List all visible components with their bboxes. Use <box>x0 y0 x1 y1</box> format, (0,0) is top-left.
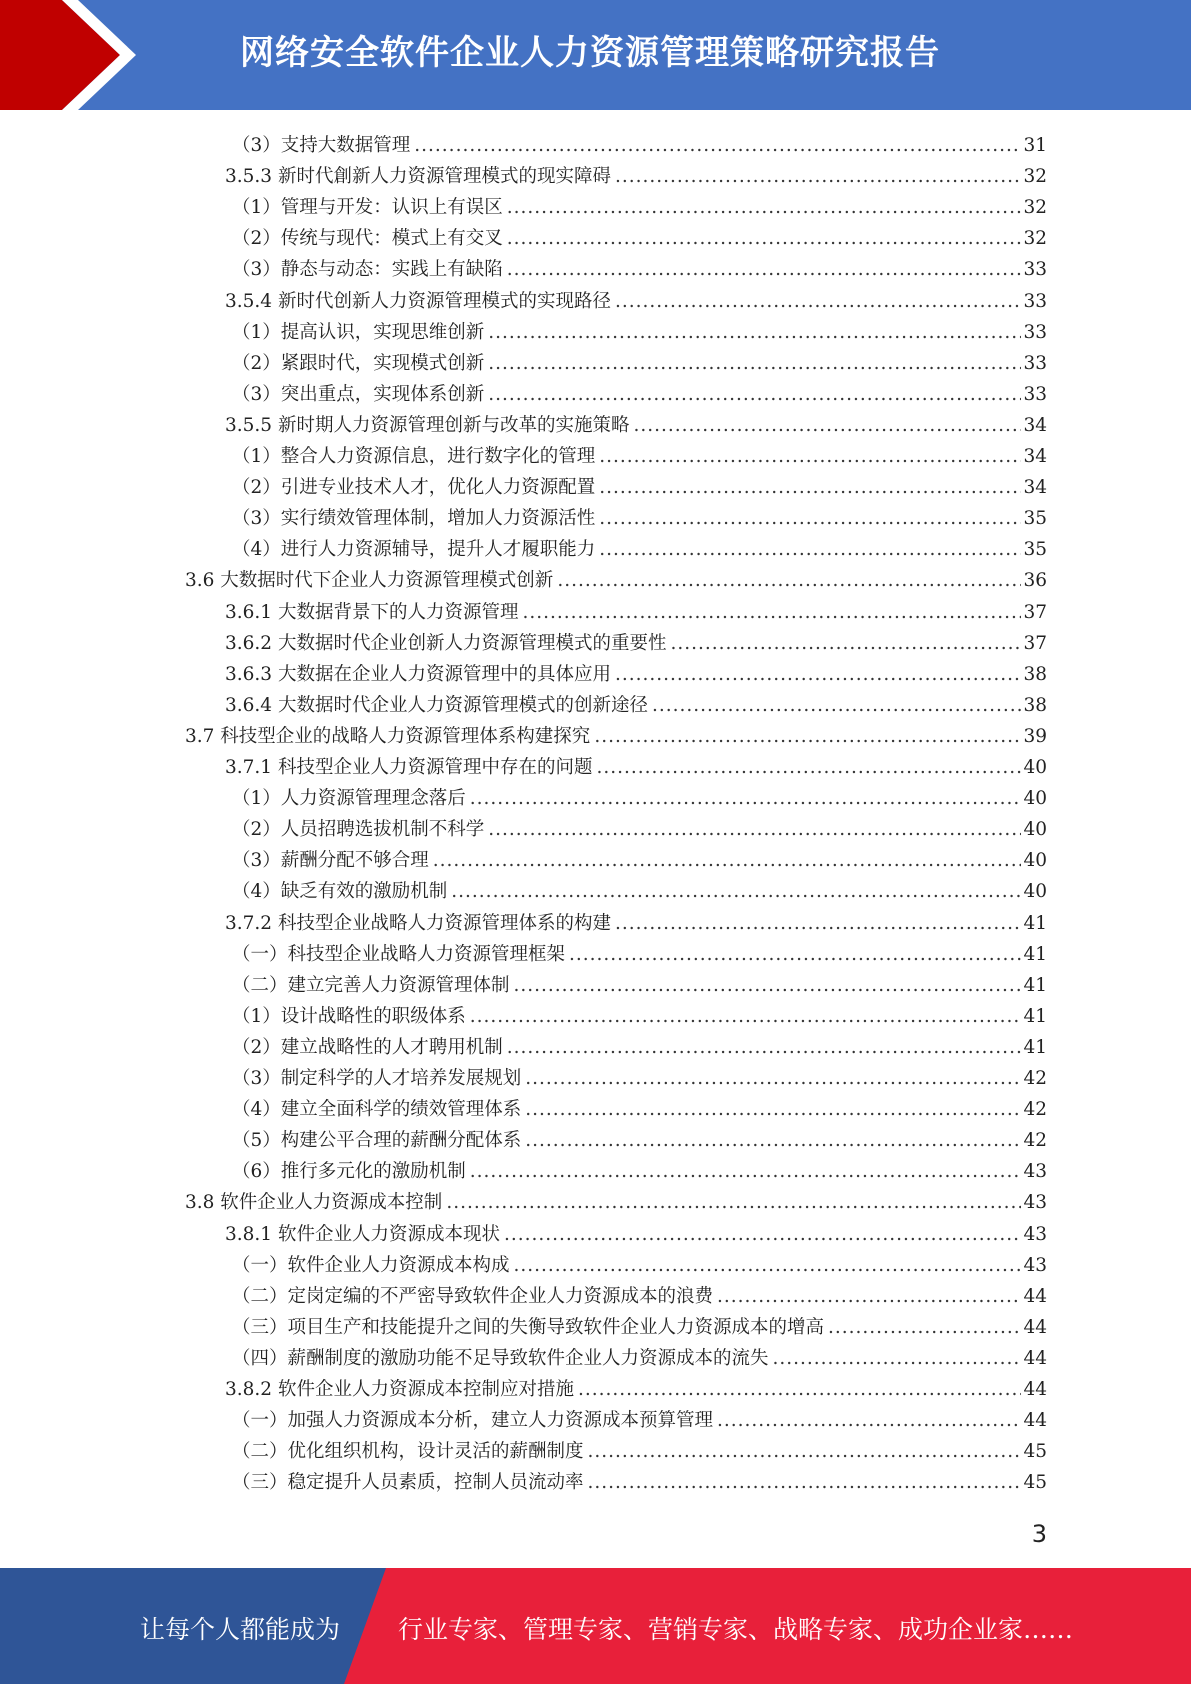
toc-entry-title: 3.8 软件企业人力资源成本控制 <box>185 1192 443 1214</box>
toc-entry-page: 44 <box>1023 1410 1047 1432</box>
toc-entry[interactable] <box>232 1092 1047 1123</box>
toc-entry-title: （1）提高认识，实现思维创新 <box>232 321 485 343</box>
toc-dot-leader <box>507 257 1022 283</box>
toc-entry-page: 44 <box>1023 1379 1047 1400</box>
toc-entry-page: 43 <box>1023 1161 1047 1183</box>
toc-entry-page: 42 <box>1023 1068 1047 1089</box>
toc-entry[interactable] <box>232 1030 1047 1061</box>
toc-entry[interactable] <box>232 1248 1047 1279</box>
toc-dot-leader <box>652 693 1021 719</box>
toc-entry-page: 40 <box>1023 819 1047 841</box>
toc-entry-page: 45 <box>1023 1472 1047 1494</box>
toc-dot-leader <box>717 1408 1021 1434</box>
toc-entry-page: 40 <box>1023 881 1047 903</box>
toc-entry[interactable] <box>232 315 1047 346</box>
toc-entry-title: （3）突出重点，实现体系创新 <box>232 383 485 405</box>
toc-entry-title: 3.7.1 科技型企业人力资源管理中存在的问题 <box>225 757 593 778</box>
toc-entry-title: 3.6.4 大数据时代企业人力资源管理模式的创新途径 <box>225 694 648 716</box>
toc-entry[interactable] <box>225 595 1047 626</box>
toc-entry-page: 36 <box>1023 570 1047 592</box>
toc-dot-leader <box>599 537 1021 563</box>
toc-dot-leader <box>828 1315 1021 1341</box>
toc-entry-page: 40 <box>1023 850 1047 872</box>
toc-dot-leader <box>670 631 1021 657</box>
toc-entry-page: 33 <box>1023 290 1047 312</box>
toc-entry[interactable] <box>225 1217 1047 1248</box>
toc-entry-title: （4）缺乏有效的激励机制 <box>232 881 448 903</box>
toc-dot-leader <box>488 817 1021 843</box>
toc-entry-title: （一）科技型企业战略人力资源管理框架 <box>232 943 566 965</box>
toc-entry-page: 35 <box>1023 508 1047 530</box>
toc-entry-page: 42 <box>1023 1099 1047 1121</box>
toc-entry-title: （3）实行绩效管理体制，增加人力资源活性 <box>232 508 596 530</box>
toc-entry[interactable] <box>232 937 1047 968</box>
toc-entry-page: 44 <box>1023 1285 1047 1307</box>
toc-entry-title: （2）传统与现代：模式上有交叉 <box>232 228 503 250</box>
toc-entry-page: 33 <box>1023 383 1047 405</box>
toc-entry[interactable] <box>232 1465 1047 1496</box>
toc-dot-leader <box>522 600 1021 626</box>
toc-entry-title: （一）加强人力资源成本分析，建立人力资源成本预算管理 <box>232 1410 714 1432</box>
toc-entry[interactable] <box>185 719 1047 750</box>
toc-dot-leader <box>507 226 1022 252</box>
toc-entry-title: （5）构建公平合理的薪酬分配体系 <box>232 1130 522 1152</box>
toc-entry-page: 35 <box>1023 539 1047 561</box>
footer-slogan-left: 让每个人都能成为 <box>140 1615 341 1644</box>
toc-entry[interactable] <box>225 688 1047 719</box>
toc-dot-leader <box>578 1377 1021 1403</box>
toc-entry[interactable] <box>225 906 1047 937</box>
toc-entry-page: 41 <box>1023 1005 1047 1027</box>
footer-slogan-right: 行业专家、管理专家、营销专家、战略专家、成功企业家…… <box>398 1615 1074 1644</box>
toc-entry-title: （2）人员招聘选拔机制不科学 <box>232 819 485 841</box>
toc-dot-leader <box>615 911 1021 937</box>
toc-entry-title: 3.8.2 软件企业人力资源成本控制应对措施 <box>225 1379 574 1400</box>
toc-dot-leader <box>773 1346 1022 1372</box>
toc-entry-page: 33 <box>1023 321 1047 343</box>
toc-entry-title: （三）项目生产和技能提升之间的失衡导致软件企业人力资源成本的增高 <box>232 1316 825 1338</box>
toc-entry[interactable] <box>185 1185 1047 1216</box>
toc-dot-leader <box>525 1097 1021 1123</box>
toc-dot-leader <box>514 973 1022 999</box>
toc-entry[interactable] <box>232 377 1047 408</box>
toc-entry[interactable] <box>232 346 1047 377</box>
toc-entry[interactable] <box>225 657 1047 688</box>
toc-entry[interactable] <box>232 128 1047 159</box>
toc-dot-leader <box>588 1439 1022 1465</box>
toc-entry-page: 43 <box>1023 1254 1047 1276</box>
toc-dot-leader <box>594 724 1021 750</box>
toc-dot-leader <box>470 1004 1022 1030</box>
toc-dot-leader <box>470 786 1022 812</box>
toc-entry[interactable] <box>232 1434 1047 1465</box>
toc-entry-page: 34 <box>1023 414 1047 436</box>
toc-entry-page: 34 <box>1023 477 1047 499</box>
toc-entry-title: （1）人力资源管理理念落后 <box>232 788 466 810</box>
toc-entry[interactable] <box>232 221 1047 252</box>
toc-entry-page: 37 <box>1023 632 1047 654</box>
toc-entry[interactable] <box>232 874 1047 905</box>
toc-entry-page: 33 <box>1023 259 1047 281</box>
toc-dot-leader <box>596 755 1021 781</box>
toc-entry[interactable] <box>232 1279 1047 1310</box>
toc-entry[interactable] <box>225 750 1047 781</box>
toc-entry-title: （二）优化组织机构，设计灵活的薪酬制度 <box>232 1441 584 1463</box>
toc-dot-leader <box>446 1190 1021 1216</box>
toc-entry-page: 32 <box>1023 228 1047 250</box>
toc-dot-leader <box>433 848 1022 874</box>
toc-entry-title: （3）制定科学的人才培养发展规划 <box>232 1068 522 1089</box>
toc-entry-title: （1）设计战略性的职级体系 <box>232 1005 466 1027</box>
toc-entry-title: （1）管理与开发：认识上有误区 <box>232 197 503 219</box>
toc-dot-leader <box>507 195 1022 221</box>
toc-dot-leader <box>599 475 1021 501</box>
toc-entry-title: （3）静态与动态：实践上有缺陷 <box>232 259 503 281</box>
toc-entry-page: 39 <box>1023 725 1047 747</box>
toc-entry-title: 3.6.2 大数据时代企业创新人力资源管理模式的重要性 <box>225 632 667 654</box>
toc-entry[interactable] <box>232 1123 1047 1154</box>
header-banner <box>0 0 1191 110</box>
toc-entry-title: 3.6 大数据时代下企业人力资源管理模式创新 <box>185 570 554 592</box>
toc-entry[interactable] <box>232 501 1047 532</box>
toc-entry-page: 31 <box>1023 135 1047 156</box>
toc-entry[interactable] <box>232 470 1047 501</box>
toc-dot-leader <box>599 444 1021 470</box>
toc-entry-page: 45 <box>1023 1441 1047 1463</box>
toc-entry-title: （4）进行人力资源辅导，提升人才履职能力 <box>232 539 596 561</box>
toc-dot-leader <box>451 879 1021 905</box>
toc-entry-page: 33 <box>1023 352 1047 374</box>
toc-dot-leader <box>615 662 1021 688</box>
toc-entry-page: 41 <box>1023 1036 1047 1058</box>
page-number: 3 <box>1031 1520 1047 1548</box>
toc-entry-page: 40 <box>1023 788 1047 810</box>
toc-entry[interactable] <box>232 968 1047 999</box>
toc-entry[interactable] <box>232 532 1047 563</box>
toc-entry-page: 32 <box>1023 166 1047 188</box>
footer-banner <box>0 1568 1191 1684</box>
toc-entry[interactable] <box>232 781 1047 812</box>
toc-dot-leader <box>717 1284 1021 1310</box>
toc-dot-leader <box>525 1128 1021 1154</box>
toc-entry-title: （4）建立全面科学的绩效管理体系 <box>232 1099 522 1121</box>
toc-entry[interactable] <box>185 563 1047 594</box>
toc-entry-page: 34 <box>1023 446 1047 467</box>
toc-entry-title: （二）定岗定编的不严密导致软件企业人力资源成本的浪费 <box>232 1285 714 1307</box>
toc-entry-title: 3.5.5 新时期人力资源管理创新与改革的实施策略 <box>225 414 630 436</box>
toc-entry[interactable] <box>232 1403 1047 1434</box>
toc-dot-leader <box>488 320 1021 346</box>
toc-entry-page: 43 <box>1023 1192 1047 1214</box>
toc-entry-page: 41 <box>1023 974 1047 996</box>
toc-dot-leader <box>557 568 1021 594</box>
toc-entry-page: 43 <box>1023 1223 1047 1245</box>
toc-entry[interactable] <box>232 1061 1047 1092</box>
toc-entry-title: （四）薪酬制度的激励功能不足导致软件企业人力资源成本的流失 <box>232 1347 769 1369</box>
toc-entry-title: （3）薪酬分配不够合理 <box>232 850 429 872</box>
toc-entry[interactable] <box>232 812 1047 843</box>
toc-entry-page: 32 <box>1023 197 1047 219</box>
toc-dot-leader <box>525 1066 1021 1092</box>
toc-dot-leader <box>414 133 1021 159</box>
toc-entry-title: （三）稳定提升人员素质，控制人员流动率 <box>232 1472 584 1494</box>
toc-dot-leader <box>615 289 1021 315</box>
toc-entry[interactable] <box>225 284 1047 315</box>
toc-entry-title: （1）整合人力资源信息，进行数字化的管理 <box>232 446 596 467</box>
toc-entry[interactable] <box>225 408 1047 439</box>
toc-dot-leader <box>504 1222 1021 1248</box>
toc-dot-leader <box>633 413 1021 439</box>
toc-dot-leader <box>507 1035 1022 1061</box>
toc-entry-title: （二）建立完善人力资源管理体制 <box>232 974 510 996</box>
toc-dot-leader <box>615 164 1021 190</box>
toc-entry-title: 3.5.4 新时代创新人力资源管理模式的实现路径 <box>225 290 611 312</box>
document-title: 网络安全软件企业人力资源管理策略研究报告 <box>240 33 940 73</box>
toc-entry[interactable] <box>225 1372 1047 1403</box>
toc-entry-page: 37 <box>1023 601 1047 623</box>
toc-entry-title: （一）软件企业人力资源成本构成 <box>232 1254 510 1276</box>
toc-entry-page: 42 <box>1023 1130 1047 1152</box>
toc-entry-title: 3.7.2 科技型企业战略人力资源管理体系的构建 <box>225 912 611 934</box>
toc-entry-title: （2）紧跟时代，实现模式创新 <box>232 352 485 374</box>
toc-dot-leader <box>569 942 1021 968</box>
toc-entry-title: 3.6.1 大数据背景下的人力资源管理 <box>225 601 519 623</box>
toc-entry-title: 3.7 科技型企业的战略人力资源管理体系构建探究 <box>185 725 591 747</box>
toc-dot-leader <box>588 1470 1022 1496</box>
toc-entry-page: 40 <box>1023 757 1047 778</box>
toc-dot-leader <box>514 1253 1022 1279</box>
toc-dot-leader <box>488 351 1021 377</box>
toc-entry-page: 38 <box>1023 694 1047 716</box>
toc-dot-leader <box>488 382 1021 408</box>
toc-entry[interactable] <box>225 626 1047 657</box>
toc-entry[interactable] <box>232 190 1047 221</box>
toc-entry-title: （2）引进专业技术人才，优化人力资源配置 <box>232 477 596 499</box>
toc-entry[interactable] <box>232 843 1047 874</box>
toc-entry[interactable] <box>232 999 1047 1030</box>
toc-entry-title: 3.8.1 软件企业人力资源成本现状 <box>225 1223 500 1245</box>
toc-entry-title: （2）建立战略性的人才聘用机制 <box>232 1036 503 1058</box>
toc-dot-leader <box>599 506 1021 532</box>
toc-entry[interactable] <box>232 1310 1047 1341</box>
toc-entry[interactable] <box>232 252 1047 283</box>
toc-entry-page: 44 <box>1023 1316 1047 1338</box>
toc-entry[interactable] <box>232 1154 1047 1185</box>
toc-entry[interactable] <box>225 159 1047 190</box>
toc-entry-page: 38 <box>1023 663 1047 685</box>
toc-entry-page: 44 <box>1023 1347 1047 1369</box>
toc-entry-title: （3）支持大数据管理 <box>232 135 411 156</box>
header-arrow-decoration <box>0 0 200 110</box>
toc-entry-title: （6）推行多元化的激励机制 <box>232 1161 466 1183</box>
toc-entry-page: 41 <box>1023 943 1047 965</box>
toc-dot-leader <box>470 1159 1022 1185</box>
toc-entry-page: 41 <box>1023 912 1047 934</box>
toc-entry-title: 3.6.3 大数据在企业人力资源管理中的具体应用 <box>225 663 611 685</box>
toc-entry[interactable] <box>232 1341 1047 1372</box>
toc-entry[interactable] <box>232 439 1047 470</box>
toc-entry-title: 3.5.3 新时代創新人力资源管理模式的现实障碍 <box>225 166 611 188</box>
